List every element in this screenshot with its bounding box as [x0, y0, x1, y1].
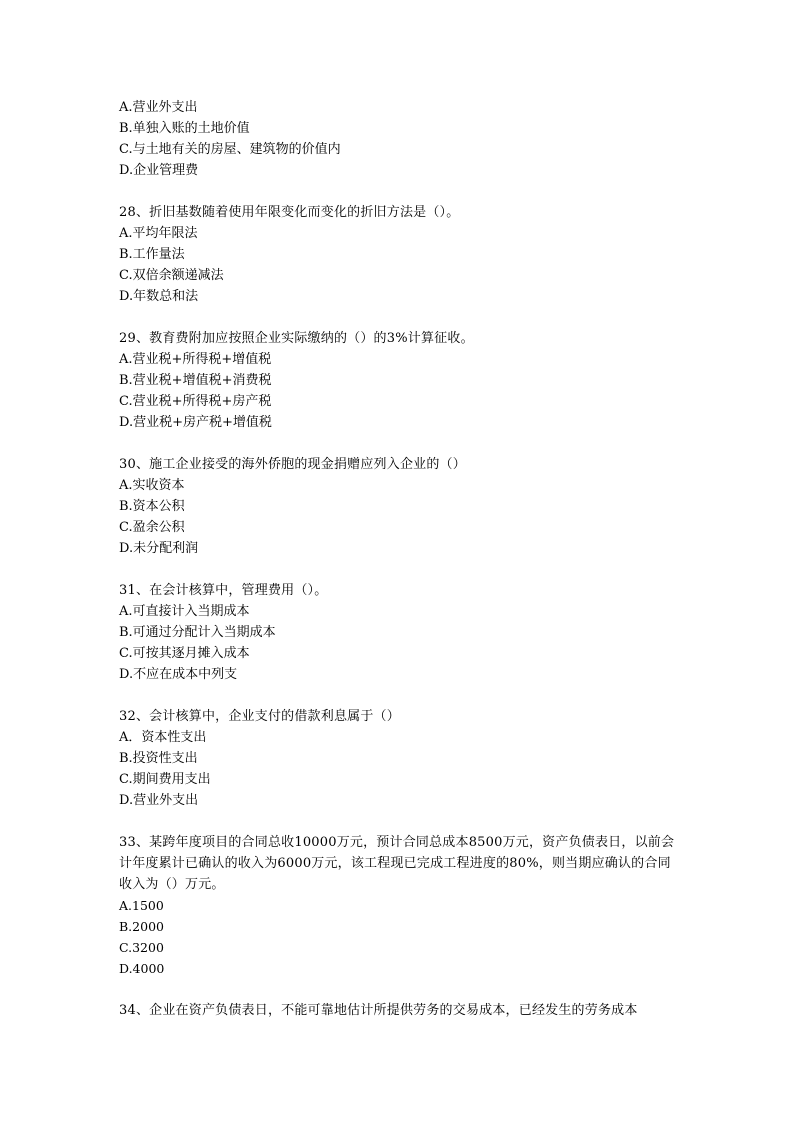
document-page [119, 97, 679, 1042]
question-stem: 34、企业在资产负债表日，不能可靠地估计所提供劳务的交易成本，已经发生的劳务成本 [119, 1003, 638, 1018]
question-32 [119, 706, 679, 811]
option-c: C.营业税+所得税+房产税 [119, 394, 272, 409]
question-stem: 30、施工企业接受的海外侨胞的现金捐赠应列入企业的（） [119, 457, 466, 472]
option-a: A.实收资本 [119, 478, 185, 493]
question-stem: 32、会计核算中，企业支付的借款利息属于（） [119, 709, 400, 724]
question-stem: 31、在会计核算中，管理费用（）。 [119, 583, 328, 598]
option-list [119, 97, 679, 181]
option-a: A.营业税+所得税+增值税 [119, 352, 272, 367]
option-c: C.期间费用支出 [119, 772, 211, 787]
question-27-options-continued [119, 97, 679, 181]
question-stem: 29、教育费附加应按照企业实际缴纳的（）的3%计算征收。 [119, 331, 474, 346]
option-b: B.工作量法 [119, 247, 185, 262]
option-c: C.可按其逐月摊入成本 [119, 646, 250, 661]
option-d: D.年数总和法 [119, 289, 199, 304]
question-stem: 33、某跨年度项目的合同总收10000万元，预计合同总成本8500万元，资产负债表日，以前会计年度累计已确认的收入为6000万元，该工程现已完成工程进度的80%，则当期应确认的合同收入为（）万元。 [119, 835, 675, 892]
option-c: C.3200 [119, 940, 164, 955]
option-a: A.1500 [119, 898, 164, 913]
question-31 [119, 580, 679, 685]
option-b: B.投资性支出 [119, 751, 198, 766]
option-list [119, 601, 679, 685]
option-b: B.资本公积 [119, 499, 185, 514]
question-33 [119, 832, 679, 979]
question-stem: 28、折旧基数随着使用年限变化而变化的折旧方法是（）。 [119, 205, 460, 220]
question-28 [119, 202, 679, 307]
question-29 [119, 328, 679, 433]
option-a: A.营业外支出 [119, 100, 198, 115]
option-d: D.未分配利润 [119, 541, 199, 556]
option-a: A.可直接计入当期成本 [119, 604, 250, 619]
option-d: D.企业管理费 [119, 163, 199, 178]
option-list [119, 475, 679, 559]
option-c: C.双倍余额递减法 [119, 268, 224, 283]
option-b: B.可通过分配计入当期成本 [119, 625, 276, 640]
question-30 [119, 454, 679, 559]
option-list [119, 727, 679, 811]
option-d: D.不应在成本中列支 [119, 667, 238, 682]
option-c: C.盈余公积 [119, 520, 185, 535]
option-b: B.单独入账的土地价值 [119, 121, 250, 136]
option-a: A.平均年限法 [119, 226, 198, 241]
option-d: D.营业外支出 [119, 793, 199, 808]
option-list [119, 895, 679, 979]
option-b: B.2000 [119, 919, 164, 934]
option-c: C.与土地有关的房屋、建筑物的价值内 [119, 142, 341, 157]
option-a: A．资本性支出 [119, 730, 207, 745]
option-d: D.营业税+房产税+增值税 [119, 415, 272, 430]
option-d: D.4000 [119, 961, 165, 976]
question-34 [119, 1000, 679, 1021]
option-list [119, 349, 679, 433]
option-b: B.营业税+增值税+消费税 [119, 373, 272, 388]
option-list [119, 223, 679, 307]
